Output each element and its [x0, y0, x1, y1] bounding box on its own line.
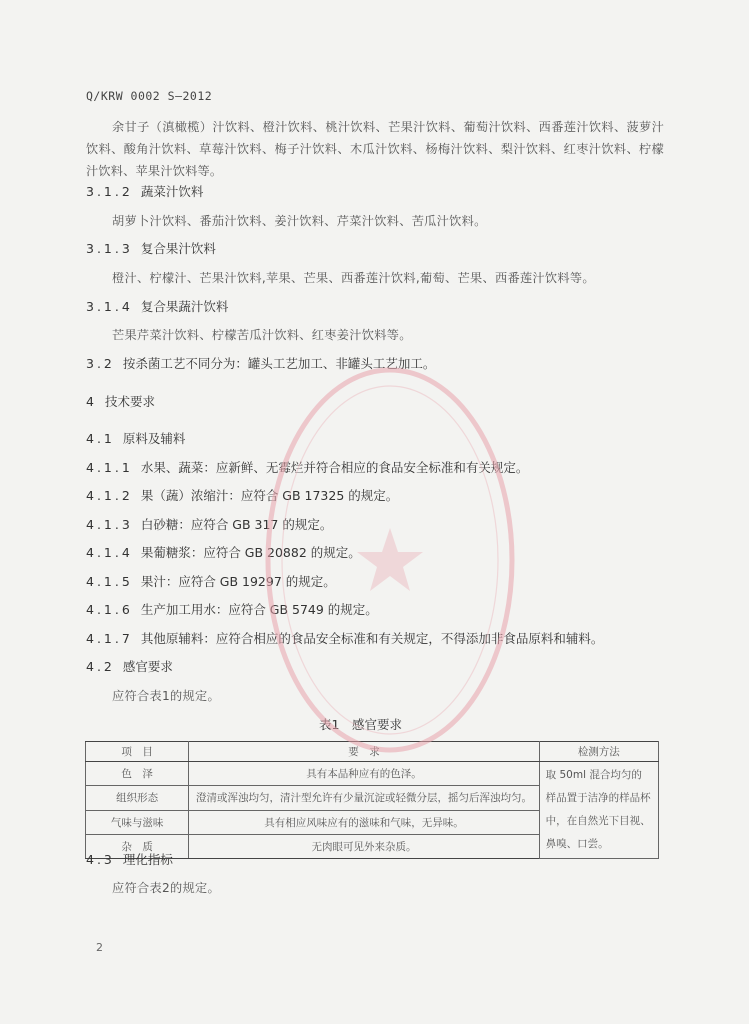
heading-3-2 [86, 356, 435, 372]
heading-4-1-6 [86, 602, 378, 618]
text-3-1-3: 橙汁、柠檬汁、芒果汁饮料,苹果、芒果、西番莲汁饮料,葡萄、芒果、西番莲汁饮料等。 [112, 271, 595, 285]
heading-number: 4.1.6 [86, 602, 133, 617]
heading-4 [86, 394, 155, 410]
heading-number: 4.1.3 [86, 517, 133, 532]
sensory-requirements-table [85, 741, 659, 859]
page-number: 2 [96, 941, 103, 954]
heading-number: 4.1 [86, 431, 115, 446]
heading-number: 4.2 [86, 659, 115, 674]
heading-number: 4.1.2 [86, 488, 133, 503]
heading-title: 按杀菌工艺不同分为：罐头工艺加工、非罐头工艺加工。 [122, 356, 436, 371]
heading-4-1-2 [86, 488, 398, 504]
table-caption: 表1 感官要求 [319, 717, 402, 732]
table-cell-requirement: 澄清或浑浊均匀，清汁型允许有少量沉淀或轻微分层，摇匀后浑浊均匀。 [189, 786, 539, 810]
heading-title: 果葡糖浆：应符合 GB 20882 的规定。 [140, 545, 361, 560]
heading-4-1-1 [86, 460, 528, 476]
heading-4-3 [86, 852, 173, 868]
table-header-requirement: 要 求 [189, 742, 539, 762]
table-cell-item: 气味与滋味 [86, 810, 189, 834]
heading-number: 3.1.2 [86, 184, 133, 199]
heading-4-1-5 [86, 574, 336, 590]
heading-number: 4.3 [86, 852, 115, 867]
heading-number: 4.1.5 [86, 574, 133, 589]
seal-star [357, 528, 423, 591]
table-header-row [86, 742, 659, 762]
table-cell-requirement: 具有本品种应有的色泽。 [189, 762, 539, 786]
heading-3-1-3 [86, 241, 216, 257]
heading-title: 复合果蔬汁饮料 [140, 299, 229, 314]
heading-number: 4 [86, 394, 97, 409]
heading-4-1-3 [86, 517, 332, 533]
heading-title: 果汁：应符合 GB 19297 的规定。 [140, 574, 336, 589]
heading-3-1-2 [86, 184, 203, 200]
heading-title: 其他原辅料：应符合相应的食品安全标准和有关规定，不得添加非食品原料和辅料。 [140, 631, 604, 646]
table-header-method: 检测方法 [539, 742, 658, 762]
heading-title: 理化指标 [122, 852, 173, 867]
table-row [86, 762, 659, 786]
heading-number: 3.1.3 [86, 241, 133, 256]
table-cell-item: 组织形态 [86, 786, 189, 810]
heading-4-2 [86, 659, 173, 675]
heading-number: 4.1.7 [86, 631, 133, 646]
table-cell-requirement: 无肉眼可见外来杂质。 [189, 834, 539, 858]
standard-code: Q/KRW 0002 S—2012 [86, 89, 213, 103]
table-cell-item: 杂 质 [86, 834, 189, 858]
table-cell-method: 取 50ml 混合均匀的样品置于洁净的样品杯中，在自然光下目视、鼻嗅、口尝。 [539, 762, 658, 859]
heading-3-1-4 [86, 299, 228, 315]
heading-number: 3.1.4 [86, 299, 133, 314]
heading-4-1-7 [86, 631, 603, 647]
text-4-3: 应符合表2的规定。 [112, 881, 220, 895]
heading-title: 复合果汁饮料 [140, 241, 216, 256]
intro-paragraph: 余甘子（滇橄榄）汁饮料、橙汁饮料、桃汁饮料、芒果汁饮料、葡萄汁饮料、西番莲汁饮料、菠萝汁饮料、酸角汁饮料、草莓汁饮料、梅子汁饮料、木瓜汁饮料、杨梅汁饮料、梨汁饮料、红枣汁饮料、柠檬汁饮料、苹果汁饮料等。 [86, 120, 664, 178]
text-4-2: 应符合表1的规定。 [112, 689, 220, 703]
heading-title: 生产加工用水：应符合 GB 5749 的规定。 [140, 602, 378, 617]
heading-title: 技术要求 [104, 394, 155, 409]
heading-number: 4.1.1 [86, 460, 133, 475]
heading-4-1 [86, 431, 185, 447]
text-3-1-4: 芒果芹菜汁饮料、柠檬苦瓜汁饮料、红枣姜汁饮料等。 [112, 328, 412, 342]
heading-title: 果（蔬）浓缩汁：应符合 GB 17325 的规定。 [140, 488, 399, 503]
heading-title: 白砂糖：应符合 GB 317 的规定。 [140, 517, 333, 532]
table-header-item: 项 目 [86, 742, 189, 762]
text-3-1-2: 胡萝卜汁饮料、番茄汁饮料、姜汁饮料、芹菜汁饮料、苦瓜汁饮料。 [112, 214, 487, 228]
table-cell-requirement: 具有相应风味应有的滋味和气味，无异味。 [189, 810, 539, 834]
heading-title: 水果、蔬菜：应新鲜、无霉烂并符合相应的食品安全标准和有关规定。 [140, 460, 529, 475]
table-cell-item: 色 泽 [86, 762, 189, 786]
heading-number: 3.2 [86, 356, 115, 371]
heading-title: 蔬菜汁饮料 [140, 184, 204, 199]
heading-number: 4.1.4 [86, 545, 133, 560]
heading-title: 原料及辅料 [122, 431, 186, 446]
heading-4-1-4 [86, 545, 361, 561]
heading-title: 感官要求 [122, 659, 173, 674]
